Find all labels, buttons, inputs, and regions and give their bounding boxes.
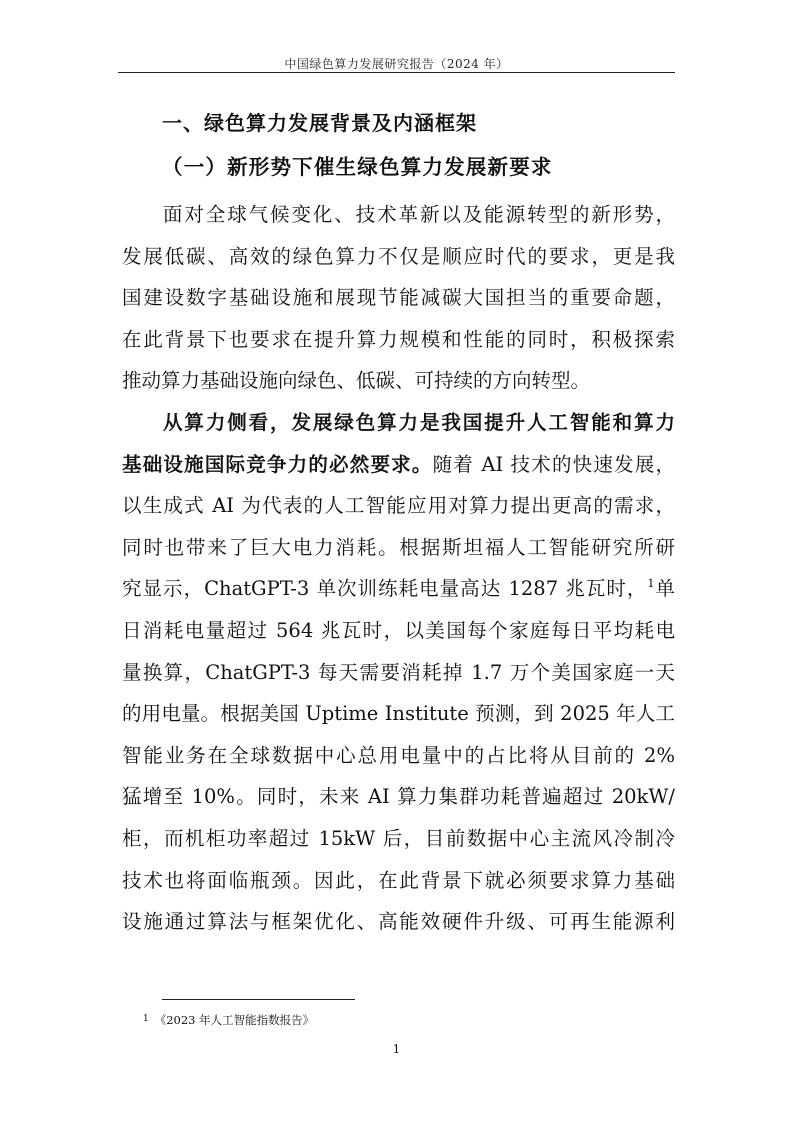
section-subheading: （一）新形势下催生绿色算力发展新要求	[162, 155, 553, 179]
page-number: 1	[392, 1042, 401, 1056]
running-header: 中国绿色算力发展研究报告（2024 年）	[284, 57, 509, 71]
paragraph-2-line: 柜，而机柜功率超过 15kW 后，目前数据中心主流风冷制冷	[122, 826, 675, 850]
body-text	[122, 194, 675, 943]
body-text-span: 随着 AI 技术的快速发展，	[432, 452, 675, 476]
paragraph-2-line: 日消耗电量超过 564 兆瓦时，以美国每个家庭每日平均耗电	[122, 618, 675, 642]
paragraph-2-line	[122, 444, 675, 486]
paragraph-2-line: 同时也带来了巨大电力消耗。根据斯坦福人工智能研究所研	[122, 535, 675, 559]
paragraph-1-line: 国建设数字基础设施和展现节能减碳大国担当的重要命题，	[122, 286, 675, 310]
footnote-reference[interactable]: 1	[647, 577, 655, 591]
paragraph-2-line: 智能业务在全球数据中心总用电量中的占比将从目前的 2%	[122, 743, 675, 767]
paragraph-2-line: 以生成式 AI 为代表的人工智能应用对算力提出更高的需求，	[122, 494, 675, 518]
footnote-number: 1	[143, 1014, 149, 1024]
paragraph-1-line: 在此背景下也要求在提升算力规模和性能的同时，积极探索	[122, 327, 675, 351]
footnote	[143, 1012, 314, 1028]
footnote-rule	[162, 999, 355, 1000]
paragraph-2-line: 从算力侧看，发展绿色算力是我国提升人工智能和算力	[163, 410, 675, 434]
paragraph-1-line: 面对全球气候变化、技术革新以及能源转型的新形势，	[163, 203, 675, 226]
section-heading: 一、绿色算力发展背景及内涵框架	[162, 111, 477, 135]
paragraph-2-line: 猛增至 10%。同时，未来 AI 算力集群功耗普遍超过 20kW/	[122, 785, 675, 809]
paragraph-2-line: 技术也将面临瓶颈。因此，在此背景下就必须要求算力基础	[122, 868, 675, 892]
paragraph-2-line	[122, 568, 675, 610]
paragraph-2-line: 设施通过算法与框架优化、高能效硬件升级、可再生能源利	[122, 910, 675, 934]
header-rule	[118, 72, 675, 73]
emphasis-text: 基础设施国际竞争力的必然要求。	[122, 452, 433, 476]
paragraph-2-line: 量换算，ChatGPT-3 每天需要消耗掉 1.7 万个美国家庭一天	[122, 660, 675, 684]
paragraph-1-line: 推动算力基础设施向绿色、低碳、可持续的方向转型。	[122, 369, 591, 393]
paragraph-1-line: 发展低碳、高效的绿色算力不仅是顺应时代的要求，更是我	[122, 244, 675, 268]
paragraph-2-line: 的用电量。根据美国 Uptime Institute 预测，到 2025 年人工	[122, 702, 675, 726]
footnote-text: 《2023 年人工智能指数报告》	[154, 1013, 315, 1027]
body-text-span: 究显示，ChatGPT-3 单次训练耗电量高达 1287 兆瓦时，	[122, 577, 648, 601]
body-text-span: 单	[654, 577, 675, 601]
